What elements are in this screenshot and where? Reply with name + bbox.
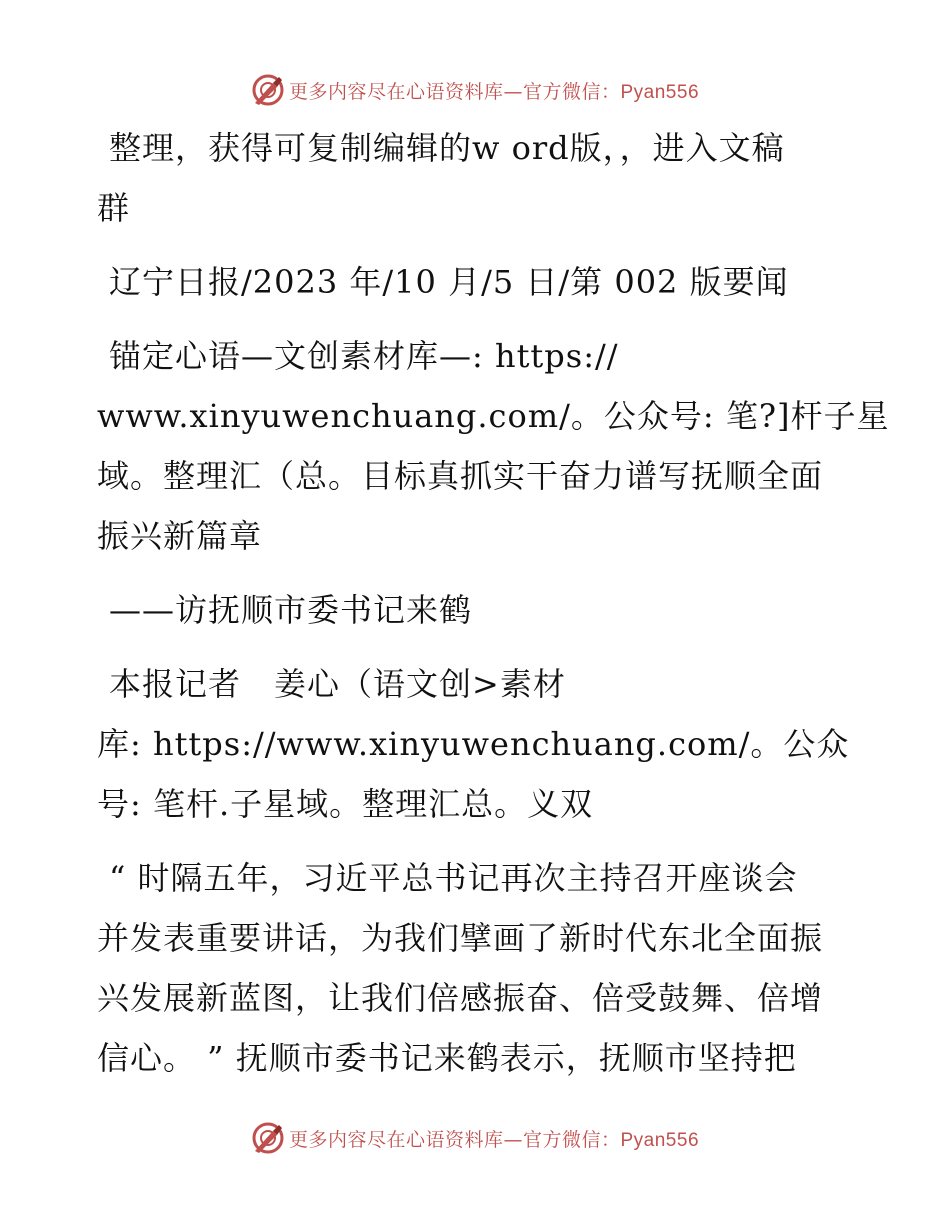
banner-text: 更多内容尽在心语资料库—官方微信：Pyan556 [288, 1128, 700, 1151]
byline: 号: 笔杆.子星域。整理汇总。义双 [97, 785, 594, 823]
text-line: 整理，获得可复制编辑的w ord版，，进入文稿 [109, 129, 785, 167]
article-title: 域。整理汇（总。目标真抓实干奋力谱写抚顺全面 [97, 457, 824, 495]
text-line: 锚定心语—文创素材库—: https:// [109, 337, 619, 375]
pen-logo-icon [251, 73, 285, 107]
byline: 库: https://www.xinyuwenchuang.com/。公众 [97, 725, 850, 763]
article-subtitle: ——访抚顺市委书记来鹤 [109, 591, 473, 629]
pen-logo-icon [251, 1121, 285, 1155]
footer-banner [0, 1118, 950, 1158]
paragraph-line: 信心。 ” 抚顺市委书记来鹤表示，抚顺市坚持把 [97, 1039, 797, 1077]
banner-text: 更多内容尽在心语资料库—官方微信：Pyan556 [288, 80, 700, 103]
paragraph-line: 并发表重要讲话，为我们擘画了新时代东北全面振 [97, 919, 824, 957]
article-title-end: 振兴新篇章 [97, 517, 263, 555]
text-line: www.xinyuwenchuang.com/。公众号: 笔?]杆子星 [97, 397, 890, 435]
paragraph-line: “ 时隔五年，习近平总书记再次主持召开座谈会 [109, 859, 798, 897]
paragraph-line: 兴发展新蓝图，让我们倍感振奋、倍受鼓舞、倍增 [97, 979, 824, 1017]
document-body [97, 118, 890, 1088]
source-line: 辽宁日报/2023 年/10 月/5 日/第 002 版要闻 [109, 263, 789, 301]
text-line: 群 [97, 189, 131, 227]
byline: 本报记者 姜心（语文创>素材 [109, 665, 566, 703]
header-banner [0, 70, 950, 110]
